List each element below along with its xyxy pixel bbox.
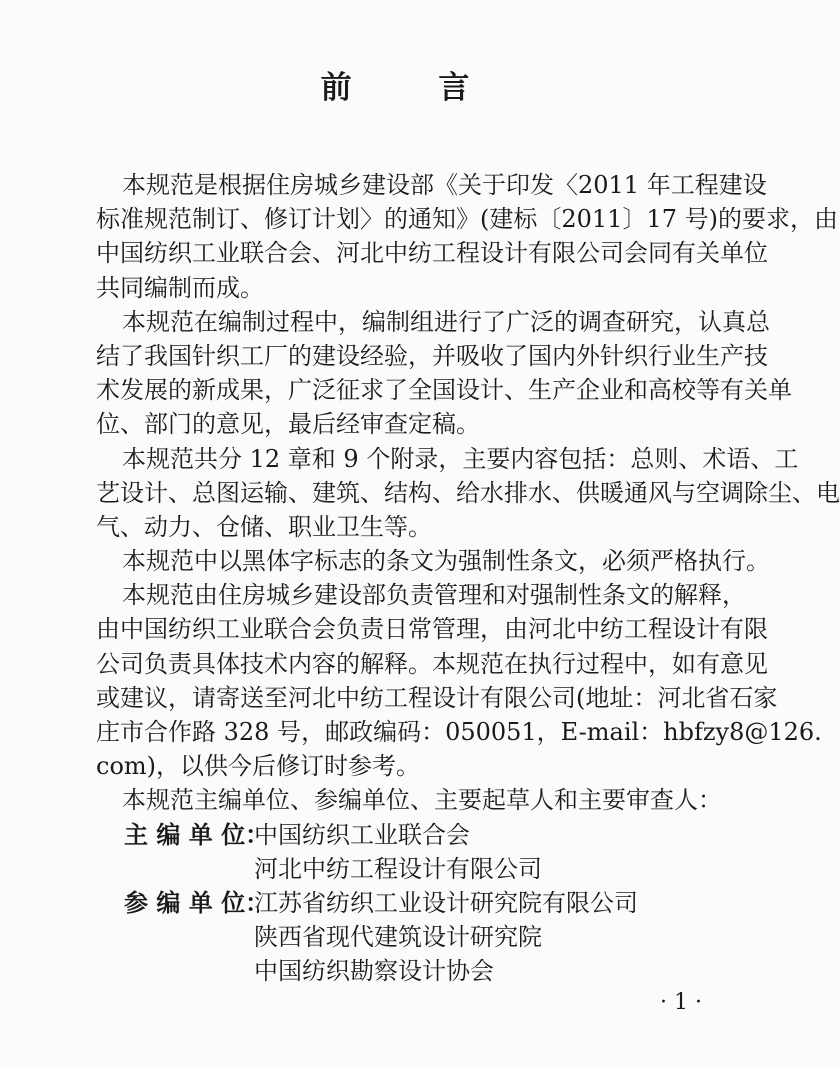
paragraph-line: 本规范主编单位、参编单位、主要起草人和主要审查人： [122,786,722,815]
preface-body [96,168,840,989]
paragraph-line: 艺设计、总图运输、建筑、结构、给水排水、供暖通风与空调除尘、电 [96,478,840,507]
paragraph-line: 标准规范制订、修订计划〉的通知》(建标〔2011〕17 号)的要求，由 [96,205,838,234]
paragraph-line: 中国纺织工业联合会、河北中纺工程设计有限公司会同有关单位 [96,239,768,268]
paragraph-line: 本规范是根据住房城乡建设部《关于印发〈2011 年工程建设 [122,171,767,199]
paragraph-line: 本规范在编制过程中，编制组进行了广泛的调查研究，认真总 [122,307,770,336]
unit-label [96,852,254,886]
unit-row [96,886,702,920]
paragraph-line: 由中国纺织工业联合会负责日常管理，由河北中纺工程设计有限 [96,615,768,644]
paragraph-line: 庄市合作路 328 号，邮政编码：050051，E-mail：hbfzy8@126. [96,718,822,746]
unit-name: 中国纺织工业联合会 [254,820,470,849]
page-number: · 1 · [660,990,702,1015]
paragraph-line: 术发展的新成果，广泛征求了全国设计、生产企业和高校等有关单 [96,376,792,405]
unit-label [96,954,254,988]
unit-row [96,818,702,852]
paragraph-line: 本规范中以黑体字标志的条文为强制性条文，必须严格执行。 [122,547,770,576]
unit-name: 陕西省现代建筑设计研究院 [254,923,542,952]
unit-label [96,920,254,954]
unit-name: 中国纺织勘察设计协会 [254,957,494,986]
paragraph-line: 本规范共分 12 章和 9 个附录，主要内容包括：总则、术语、工 [122,444,799,473]
unit-name: 河北中纺工程设计有限公司 [254,854,542,883]
paragraph-line: 气、动力、仓储、职业卫生等。 [96,512,432,541]
unit-row [96,852,702,886]
paragraph-line: 本规范由住房城乡建设部负责管理和对强制性条文的解释， [122,581,746,610]
paragraph-line: 位、部门的意见，最后经审查定稿。 [96,410,480,439]
paragraph-line: 或建议，请寄送至河北中纺工程设计有限公司(地址：河北省石家 [96,683,778,712]
unit-label: 主 编 单 位： [124,819,270,849]
page-title: 前 言 [320,70,508,106]
unit-row [96,954,702,988]
paragraph-line: 结了我国针织工厂的建设经验，并吸收了国内外针织行业生产技 [96,341,768,370]
paragraph-line: 共同编制而成。 [96,273,264,302]
unit-row [96,920,702,954]
paragraph-line: 公司负责具体技术内容的解释。本规范在执行过程中，如有意见 [96,649,768,678]
unit-label: 参 编 单 位： [124,887,270,917]
unit-name: 江苏省纺织工业设计研究院有限公司 [254,888,638,917]
paragraph-line: com)，以供今后修订时参考。 [96,752,421,781]
